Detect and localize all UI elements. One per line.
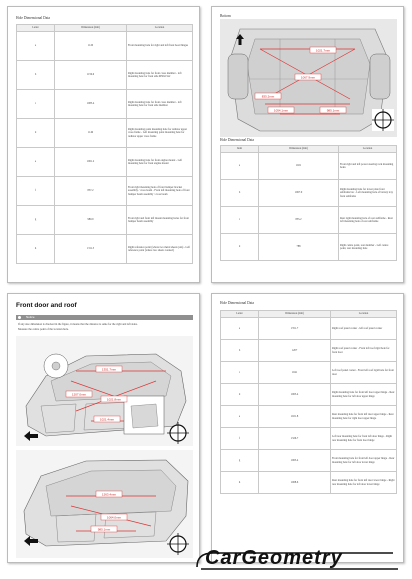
table-row xyxy=(221,180,397,207)
table-row xyxy=(17,177,193,206)
cell-loc: Right mounting hole for front cross member - left mounting hole for front side member xyxy=(127,90,193,119)
crosshair-icon xyxy=(372,109,394,131)
cell-letter: c xyxy=(221,362,259,384)
page-2-table-header: Hole Dimensional Data xyxy=(220,138,254,142)
cell-loc: Right mounting point mounting hole for radiator upper cross frame - Left mounting point mounting hole for radiator upper cross frame xyxy=(127,119,193,148)
cell-letter: d xyxy=(221,384,259,406)
cell-loc: Right reference point (where two metal sheets join) - Left reference point (where two sheets connect) xyxy=(127,235,193,264)
cell-letter: a xyxy=(221,153,259,180)
page-1 xyxy=(7,6,200,283)
col-letter: Letter xyxy=(221,311,259,318)
underbody-diagram xyxy=(220,19,397,137)
table-row xyxy=(221,472,397,494)
cell-dim: 1021.8 xyxy=(259,406,331,428)
table-row xyxy=(17,61,193,90)
table-row xyxy=(17,235,193,264)
cell-letter: d xyxy=(17,119,55,148)
cell-dim: 1067.9 xyxy=(259,180,339,207)
cell-loc: Front mounting hole for front left door upper hinge - Rear mounting hole for left door lower hinge xyxy=(331,450,397,472)
table-row xyxy=(17,119,193,148)
cell-letter: a xyxy=(221,318,259,340)
table-row xyxy=(221,318,397,340)
table-row xyxy=(221,406,397,428)
cell-dim: 1326.7 xyxy=(259,428,331,450)
cell-letter: c xyxy=(221,207,259,234)
door-roof-diagram xyxy=(16,336,193,558)
page-3 xyxy=(7,293,200,563)
page-4 xyxy=(211,293,404,563)
page-4-header: Hole Dimensional Data xyxy=(220,301,254,305)
cell-loc: Left rear mounting hole for front left door hinge - Right rear mounting hole for front door hinge xyxy=(331,428,397,450)
table-row xyxy=(221,362,397,384)
notice-line-2: Measure the centre point of the location hole. xyxy=(18,328,69,331)
notice-line-1: If any size dimension is checked in the figure, it means that the distance is same for the right and left sides. xyxy=(18,323,138,326)
cell-loc: Front right and front left mount mounting holes for front bumper beam assembly xyxy=(127,206,193,235)
table-row xyxy=(221,428,397,450)
cell-letter: h xyxy=(221,472,259,494)
cell-loc: Right mounting hole for front cross member - left mounting hole for front side Φ30x15x2 xyxy=(127,61,193,90)
table-row xyxy=(221,234,397,261)
logo-text: CarGeometry xyxy=(205,547,343,569)
cell-dim: 1063.4 xyxy=(259,384,331,406)
cell-letter: c xyxy=(17,90,55,119)
table-row xyxy=(17,32,193,61)
cell-dim: 1021 xyxy=(259,153,339,180)
notice-icon xyxy=(18,316,21,319)
cell-dim: 1061.2 xyxy=(55,148,127,177)
cell-loc: Right mounting hole for lower plate front subframe bar - Left mounting hole of battery tray front subframe xyxy=(339,180,397,207)
table-row xyxy=(221,153,397,180)
cell-dim: 835.2 xyxy=(259,207,339,234)
cell-dim: 980.9 xyxy=(55,206,127,235)
table-row xyxy=(17,148,193,177)
cell-letter: g xyxy=(17,206,55,235)
cell-dim: 1207 xyxy=(259,340,331,362)
cell-dim: 1159.6 xyxy=(55,61,127,90)
table-row xyxy=(17,206,193,235)
cell-loc: Front mounting hole for right and left front hood hinges xyxy=(127,32,193,61)
hole-data-table-4 xyxy=(220,310,397,494)
cell-loc: Rear mounting hole for front left door lower hinge - Right rear mounting hole for left door lower hinge xyxy=(331,472,397,494)
cell-loc: Front right and left power steering rack mounting holes xyxy=(339,153,397,180)
cell-letter: a xyxy=(17,32,55,61)
cell-letter: e xyxy=(17,148,55,177)
diagram-label-7: 985.1mm xyxy=(97,527,111,532)
cell-letter: g xyxy=(221,450,259,472)
table-row xyxy=(221,384,397,406)
diagram-label-4: 1054.1mm xyxy=(273,108,289,113)
diagram-label-1: 1351.7mm xyxy=(101,367,117,372)
cell-letter: b xyxy=(17,61,55,90)
diagram-label-4: 1021.4mm xyxy=(99,417,115,422)
col-location: Location xyxy=(127,25,193,32)
col-location: Location xyxy=(339,146,397,153)
cell-dim: 1041 xyxy=(259,362,331,384)
site-logo xyxy=(193,545,405,573)
cell-loc: Front right mounting hole of front bumper bracket assembly / cross beam - Front left mounting hole of front bumper beam assembly / cross beam xyxy=(127,177,193,206)
cell-loc: Left roof panel corner - Front left roof rigid hole for front door xyxy=(331,362,397,384)
table-row xyxy=(17,90,193,119)
col-dimension: Dimension (mm) xyxy=(259,311,331,318)
diagram-label-2: 1067.9mm xyxy=(300,75,316,80)
cell-loc: Right roof panel corner - left roof panel corner xyxy=(331,318,397,340)
page-1-header: Hole Dimensional Data xyxy=(16,16,50,20)
cell-loc: Rear right mounting hole of rear subframe - Rear left mounting hole of rear subframe xyxy=(339,207,397,234)
page-2 xyxy=(211,6,404,283)
notice-bar: Notice xyxy=(16,315,193,320)
cell-letter: b xyxy=(221,340,259,362)
col-letter: Letter xyxy=(17,25,55,32)
cell-dim: 1120 xyxy=(55,32,127,61)
table-row xyxy=(221,340,397,362)
diagram-label-3: 835.2mm xyxy=(261,94,275,99)
cell-letter: e xyxy=(221,406,259,428)
cell-dim: 857.2 xyxy=(55,177,127,206)
cell-dim: 1083.4 xyxy=(55,90,127,119)
diagram-label-1: 1021.7mm xyxy=(315,48,331,53)
cell-letter: f xyxy=(221,428,259,450)
diagram-label-5: 1263.4mm xyxy=(101,492,117,497)
page-2-title: Bottom xyxy=(220,14,231,18)
cell-loc: Rear mounting hole for front left door upper hinge - Rear mounting hole for right door upper hinge xyxy=(331,406,397,428)
diagram-label-2: 1207.0mm xyxy=(71,392,87,397)
hole-data-table-1 xyxy=(16,24,193,264)
cell-dim: 1149 xyxy=(55,119,127,148)
diagram-label-3: 1021.8mm xyxy=(106,397,122,402)
cell-dim: 1311.3 xyxy=(55,235,127,264)
page-3-title: Front door and roof xyxy=(16,302,77,309)
cell-letter: b xyxy=(221,180,259,207)
col-location: Location xyxy=(331,311,397,318)
cell-letter: d xyxy=(221,234,259,261)
col-dimension: Dimension (mm) xyxy=(55,25,127,32)
cell-loc: Right roof panel corner - Front left roof rigid hole for front door xyxy=(331,340,397,362)
cell-dim: 788 xyxy=(259,234,339,261)
cell-dim: 1351.7 xyxy=(259,318,331,340)
cell-loc: Right mounting hole for front left door upper hinge - Rear mounting hole for left door upper hinge xyxy=(331,384,397,406)
diagram-label-5: 985.1mm xyxy=(326,108,340,113)
table-row xyxy=(221,207,397,234)
table-row xyxy=(221,450,397,472)
cell-loc: Right mounting hole for front engine mount - Left mounting hole for front engine mount xyxy=(127,148,193,177)
cell-loc: Right centre point, rear member - Left centre point, rear mounting hole xyxy=(339,234,397,261)
cell-dim: 1063.4 xyxy=(259,450,331,472)
col-item: Item xyxy=(221,146,259,153)
cell-letter: f xyxy=(17,177,55,206)
col-dimension: Dimension (mm) xyxy=(259,146,339,153)
hole-data-table-2 xyxy=(220,145,397,261)
cell-dim: 1068.6 xyxy=(259,472,331,494)
cell-letter: h xyxy=(17,235,55,264)
diagram-label-6: 1064.0mm xyxy=(106,515,122,520)
